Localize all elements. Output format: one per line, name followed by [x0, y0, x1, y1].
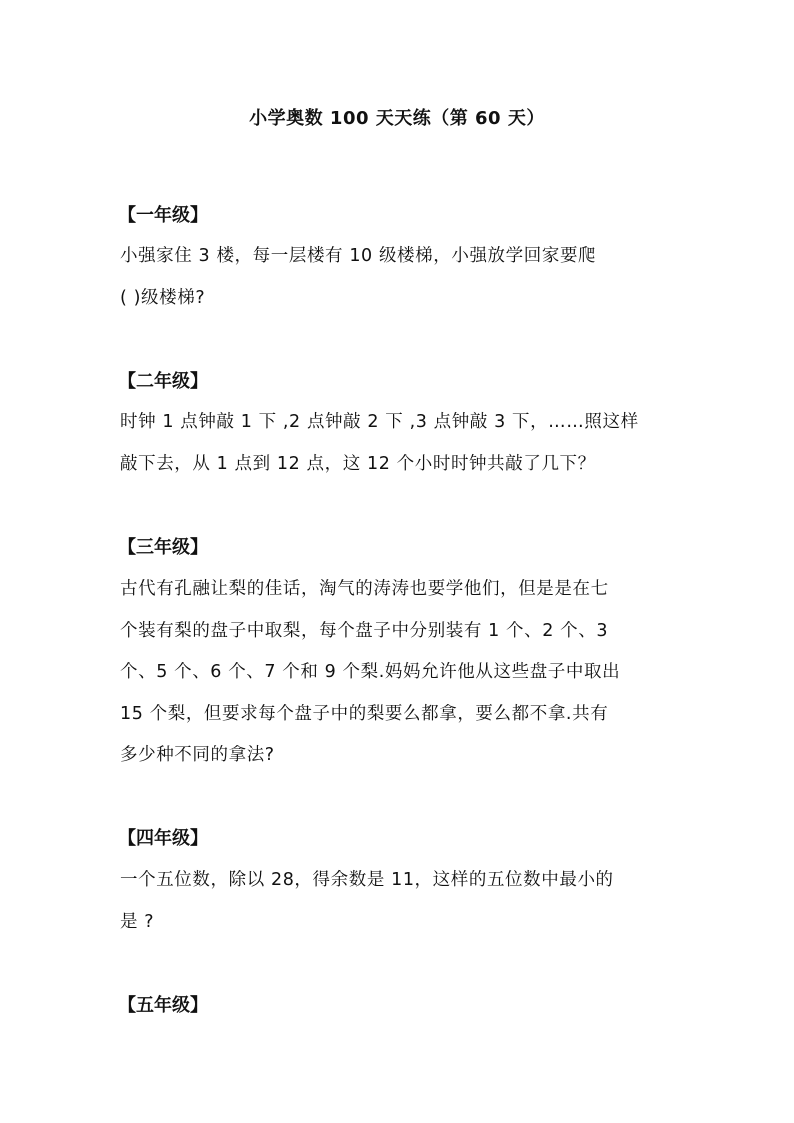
page-title: 小学奥数 100 天天练（第 60 天） — [249, 108, 545, 129]
section-heading-grade-5: 【五年级】 — [118, 995, 208, 1016]
section-heading-grade-3: 【三年级】 — [118, 537, 208, 558]
section-heading-grade-4: 【四年级】 — [118, 828, 208, 849]
section-heading-grade-2: 【二年级】 — [118, 371, 208, 392]
text-line: 个装有梨的盘子中取梨，每个盘子中分别装有 1 个、2 个、3 — [120, 620, 609, 641]
text-line: 敲下去，从 1 点到 12 点，这 12 个小时时钟共敲了几下？ — [120, 453, 596, 474]
section-body-grade-4 — [120, 860, 680, 943]
text-line: 15 个梨，但要求每个盘子中的梨要么都拿，要么都不拿.共有 — [120, 703, 609, 724]
section-body-grade-2 — [120, 402, 680, 485]
section-heading-grade-1: 【一年级】 — [118, 205, 208, 226]
section-body-grade-1 — [120, 236, 680, 319]
text-line: 时钟 1 点钟敲 1 下 ,2 点钟敲 2 下 ,3 点钟敲 3 下，……照这样 — [120, 412, 639, 432]
text-line: 一个五位数，除以 28，得余数是 11，这样的五位数中最小的 — [120, 870, 614, 890]
text-line: 古代有孔融让梨的佳话，淘气的涛涛也要学他们，但是是在七 — [120, 579, 609, 599]
section-body-grade-3 — [120, 569, 680, 777]
text-line: 是 ? — [120, 911, 155, 932]
text-line: 小强家住 3 楼，每一层楼有 10 级楼梯，小强放学回家要爬 — [120, 246, 597, 266]
text-line: 个、5 个、6 个、7 个和 9 个梨.妈妈允许他从这些盘子中取出 — [120, 662, 621, 682]
text-line: 多少种不同的拿法? — [120, 745, 275, 765]
text-line: ( )级楼梯? — [120, 287, 206, 308]
